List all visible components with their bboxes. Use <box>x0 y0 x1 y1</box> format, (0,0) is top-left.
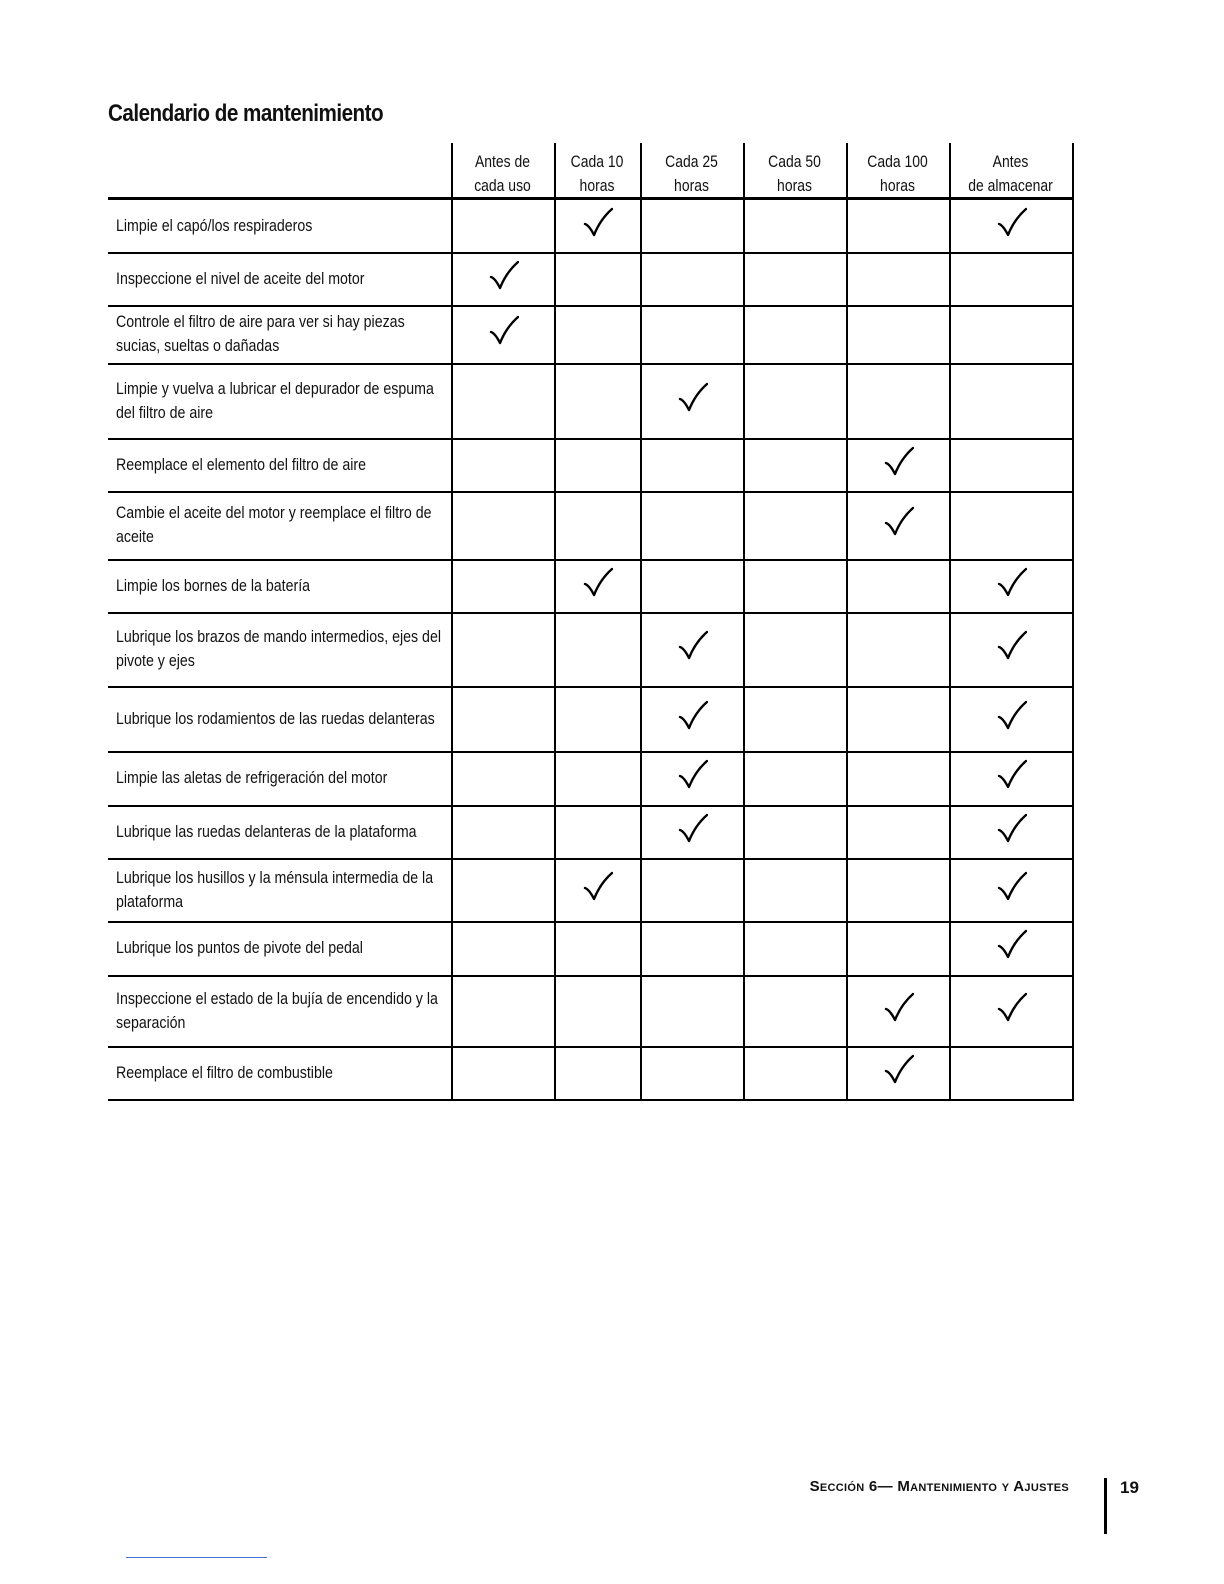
task-label <box>116 438 443 491</box>
task-label <box>116 686 443 751</box>
task-text: Inspeccione el estado de la bujía de encendido y la separación <box>116 989 438 1032</box>
column-header-line2: horas <box>579 176 615 195</box>
checkmark-icon <box>583 207 613 239</box>
task-label <box>116 363 443 438</box>
column-divider <box>743 143 745 1100</box>
task-text: Limpie el capó/los respiraderos <box>116 216 313 235</box>
column-header-line1: Cada 25 <box>665 152 718 171</box>
column-header <box>855 150 939 198</box>
checkmark-icon <box>489 315 519 347</box>
checkmark-icon <box>678 759 708 791</box>
footer-section-label <box>810 1478 1069 1495</box>
column-header-line1: Cada 10 <box>570 152 624 171</box>
checkmark-icon <box>997 992 1027 1024</box>
column-divider <box>846 143 848 1100</box>
checkmark-icon <box>678 813 708 845</box>
task-label <box>116 199 443 252</box>
page-title: Calendario de mantenimiento <box>108 100 384 127</box>
checkmark-icon <box>884 446 914 478</box>
task-label <box>116 858 443 921</box>
checkmark-icon <box>997 567 1027 599</box>
column-header-line2: horas <box>777 176 812 195</box>
task-label <box>116 252 443 305</box>
checkmark-icon <box>997 871 1027 903</box>
column-divider <box>1072 143 1074 1100</box>
task-label <box>116 751 443 805</box>
checkmark-icon <box>583 871 613 903</box>
column-header-line2: horas <box>880 176 915 195</box>
task-text: Inspeccione el nivel de aceite del motor <box>116 269 365 288</box>
column-divider <box>949 143 951 1100</box>
checkmark-icon <box>884 506 914 538</box>
footer-divider <box>1104 1478 1107 1534</box>
column-header-line2: horas <box>674 176 709 195</box>
column-divider <box>451 143 453 1100</box>
column-header <box>960 150 1061 198</box>
task-text: Lubrique los husillos y la ménsula intermedia de la plataforma <box>116 868 434 911</box>
column-divider <box>640 143 642 1100</box>
task-text: Lubrique los puntos de pivote del pedal <box>116 939 363 957</box>
footer-section-text: Sección 6— Mantenimiento y Ajustes <box>809 1478 1069 1495</box>
task-label <box>116 491 443 559</box>
task-label <box>116 559 443 612</box>
checkmark-icon <box>884 992 914 1024</box>
task-text: Lubrique los brazos de mando intermedios, ejes del pivote y ejes <box>116 628 441 670</box>
column-header <box>460 150 544 198</box>
task-text: Limpie y vuelva a lubricar el depurador de espuma del filtro de aire <box>116 379 434 422</box>
checkmark-icon <box>997 630 1027 662</box>
task-label <box>116 805 443 858</box>
checkmark-icon <box>997 207 1027 239</box>
checkmark-icon <box>997 759 1027 791</box>
task-label <box>116 305 443 363</box>
task-text: Reemplace el filtro de combustible <box>116 1063 333 1082</box>
row-divider <box>108 1099 1074 1101</box>
column-header-line1: Cada 50 <box>768 152 821 171</box>
task-text: Controle el filtro de aire para ver si hay piezas sucias, sueltas o dañadas <box>116 313 405 355</box>
page-number: 19 <box>1120 1478 1139 1497</box>
checkmark-icon <box>678 382 708 414</box>
checkmark-icon <box>678 700 708 732</box>
bottom-link-underline <box>126 1557 267 1558</box>
task-label <box>116 612 443 686</box>
task-text: Limpie las aletas de refrigeración del motor <box>116 769 388 787</box>
task-label <box>116 921 443 975</box>
column-header <box>649 150 733 198</box>
column-header <box>562 150 633 198</box>
checkmark-icon <box>997 700 1027 732</box>
column-header-line1: Cada 100 <box>867 152 928 171</box>
task-text: Lubrique los rodamientos de las ruedas delanteras <box>116 709 435 728</box>
checkmark-icon <box>884 1054 914 1086</box>
column-header-line1: Antes de <box>474 152 531 171</box>
checkmark-icon <box>678 630 708 662</box>
column-divider <box>554 143 556 1100</box>
task-text: Lubrique las ruedas delanteras de la plataforma <box>116 822 417 841</box>
checkmark-icon <box>583 567 613 599</box>
task-text: Reemplace el elemento del filtro de aire <box>116 455 367 474</box>
task-text: Limpie los bornes de la batería <box>116 576 311 595</box>
checkmark-icon <box>997 929 1027 961</box>
task-label <box>116 1046 443 1099</box>
column-header-line2: cada uso <box>474 176 531 195</box>
task-text: Cambie el aceite del motor y reemplace el filtro de aceite <box>116 504 432 546</box>
column-header-line1: Antes <box>992 152 1029 171</box>
task-label <box>116 975 443 1046</box>
column-header <box>752 150 836 198</box>
checkmark-icon <box>997 813 1027 845</box>
column-header-line2: de almacenar <box>968 176 1053 195</box>
checkmark-icon <box>489 260 519 292</box>
